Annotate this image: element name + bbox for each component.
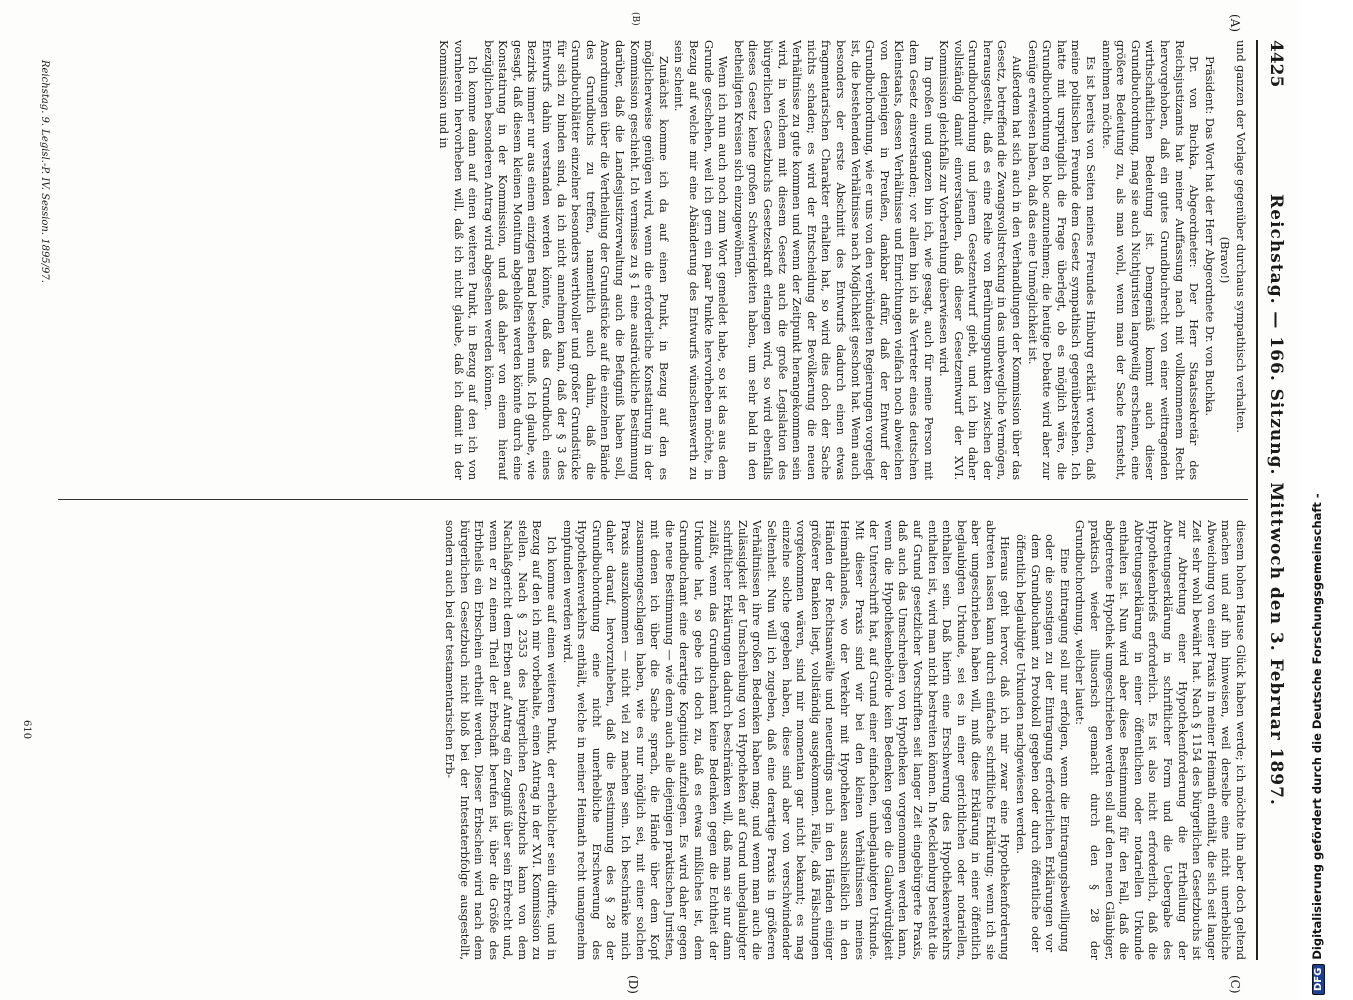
paragraph: Es ist bereits von Seiten meines Freundes Hinburg erklärt worden, daß meine politischen Freunde dem Gesetz sympathisch gegenüberstehen. Ich hatte mit ursprünglich die Frage überlegt, ob es möglich wäre, die Grundbuchordnung en bloc anzunehmen; die heutige Debatte wird aber zur Genüge erwiesen haben, daß das eine Unmöglichkeit ist. — [1025, 40, 1099, 480]
paragraph: Ich komme auf einen weiteren Punkt, der erheblicher sein dürfte, und in Bezug auf den ich mir vorbehalte, einen Antrag in der XVI. Kommission zu stellen. Nach § 2353 des bürgerlichen Gesetzbuchs kann von dem Nachlaßgericht dem Erben auf Antrag ein Zeugniß über sein Erbrecht und, wenn er zu einem Theil der Erbschaft berufen ist, über die Größe des Erbtheils ein Erbschein ertheilt werden. Dieser Erbschein wird nach dem bürgerlichen Gesetzbuch nicht bloß bei der Intestaterbfolge ausgestellt, sondern auch bei der testamentarischen Erb- — [442, 520, 560, 960]
paragraph: Wenn ich nun auch noch zum Wort gemeldet habe, so ist das aus dem Grunde geschehen, weil ich gern ein paar Punkte hervorheben möchte, in Bezug auf welche mir eine Abänderung des Entwurfs wünschenswerth zu sein scheint. — [672, 40, 731, 480]
dfg-logo-icon: DFG — [1312, 964, 1325, 995]
paragraph: Ich komme dann auf einen weiteren Punkt, in Bezug auf den ich von vornherein hervorheben will, daß ich nicht glaube, daß ich damit in der Kommission und in — [436, 40, 481, 480]
margin-mark-c: (C) — [1228, 975, 1242, 994]
footer-signature: 610 — [21, 720, 32, 740]
header-rule — [1256, 40, 1258, 960]
left-column — [58, 40, 1248, 480]
margin-mark-a: (A) — [1228, 14, 1242, 33]
page-number: 4425 — [1266, 40, 1286, 88]
stamp-text: Digitalisierung gefördert durch die Deutsche Forschungsgemeinschaft - — [1310, 493, 1324, 960]
paragraph: Präsident: Das Wort hat der Herr Abgeordnete Dr. von Buchka. — [1202, 56, 1217, 416]
paragraph: Dr. von Buchka, Abgeordneter: Der Herr Staatssekretär des Reichsjustizamts hat meiner Auffassung nach mit vollkommenem Recht hervorgehoben, daß ein gutes Grundbuchrecht von einer weittragenden wirthschaftlichen Bedeutung ist. Demgemäß kommt auch dieser Grundbuchordnung, mag sie auch Nichtjuristen langweilig erscheinen, eine größere Bedeutung zu, als man wohl, wenn man der Sache fernsteht, annehmen möchte. — [1099, 40, 1202, 480]
paragraph: diesem hohen Hause Glück haben werde; ich möchte ihn aber doch geltend machen und auf ihn hinweisen, weil derselbe eine nicht unerhebliche Abweichung von einer Praxis in meiner Heimath enthält, die sich seit langer Zeit sehr wohl bewährt hat. Nach § 1154 des bürgerlichen Gesetzbuchs ist zur Abtretung einer Hypothekenforderung die Ertheilung der Abtretungserklärung in schriftlicher Form und die Uebergabe des Hypothekenbriefs erforderlich. Es ist also nicht erforderlich, daß die Abtretungserklärung in einer öffentlichen oder notariellen Urkunde enthalten ist. Nun wird aber diese Bestimmung für den Fall, daß die abgetretene Hypothek umgeschrieben werden soll auf den neuen Gläubiger, praktisch wieder illusorisch gemacht durch den § 28 der Grundbuchordnung, welcher lautet: — [1073, 520, 1248, 960]
interjection: (Bravo!) — [1218, 236, 1233, 284]
footer-session: Reichstag. 9. Legisl.-P. IV. Session. 1895/97. — [39, 60, 50, 283]
paragraph: Zunächst komme ich da auf einen Punkt, in Bezug auf den es möglicherweise genügen wird, wenn die erforderliche Konstatirung in der Kommission geschieht. Ich vermisse zu § 1 eine ausdrückliche Bestimmung darüber, daß die Landesjustizverwaltung auch die Befugniß haben soll, Anordnungen über die Vertheilung der Grundstücke auf die einzelnen Bände des Grundbuchs zu treffen, namentlich auch dahin, daß die Grundbuchblätter einzelner besonders werthvoller und großer Grundstücke für sich zu binden sind, da ich nicht annehmen kann, daß der § 3 des Entwurfs dahin verstanden werden könnte, daß das Grundbuch eines Bezirks immer nur aus einem einzigen Band bestehen muß. Ich glaube, wie gesagt, daß diesem kleinen Monitum abgeholfen werden könnte durch eine Konstatirung in der Kommission, und daß daher von einem hierauf bezüglichen besonderen Antrag wird abgesehen werden können. — [481, 40, 671, 480]
quoted-statute: Eine Eintragung soll nur erfolgen, wenn die Eintragungsbewilligung oder die sonstigen zu der Eintragung erforderlichen Erklärungen vor dem Grundbuchamt zu Protokoll gegeben oder durch öffentliche oder öffentlich beglaubigte Urkunden nachgewiesen werden. — [1014, 534, 1072, 952]
page-header — [1260, 40, 1286, 960]
paragraph: Außerdem hat sich auch in den Verhandlungen der Kommission über das Gesetz, betreffend die Zwangsvollstreckung in das unbewegliche Vermögen, herausgestellt, daß es eine Reihe von Berührungspunkten zwischen der Grundbuchordnung und jenem Gesetzentwurf giebt, und ich bin daher vollständig damit einverstanden, daß dieser Gesetzentwurf der XVI. Kommission gleichfalls zur Vorberathung überwiesen wird. — [937, 40, 1025, 480]
paragraph: und ganzen der Vorlage gegenüber durchaus sympathisch verhalten. — [1234, 40, 1248, 433]
digitization-stamp — [1300, 0, 1353, 1000]
paragraph: Hieraus geht hervor, daß ich mir zwar eine Hypothekenforderung abtreten lassen kann durch einfache schriftliche Erklärung; wenn ich sie aber umgeschrieben haben will, muß diese Erklärung in einer öffentlich beglaubigten Urkunde, sei es in einer gerichtlichen oder notariellen, enthalten sein. Daß hierin eine Erschwerung des Hypothekenverkehrs enthalten ist, wird man nicht bestreiten können. In Mecklenburg besteht die auf Grund gesetzlicher Vorschriften seit langer Zeit eingebürgerte Praxis, daß auch das Umschreiben von Hypotheken vorgenommen werden kann, wenn die Hypothekenbehörde kein Bedenken gegen die Glaubwürdigkeit der Unterschrift hat, auf Grund einer einfachen, unbeglaubigten Urkunde. Mit dieser Praxis sind wir bei den kleinen Verhältnissen meines Heimathlandes, wo der Verkehr mit Hypotheken ausschließlich in den Händen der Rechtsanwälte und neuerdings auch in den Händen einiger größerer Banken liegt, vollständig ausgekommen. Fälle, daß Fälschungen vorgekommen wären, sind mir momentan gar nicht bekannt; es mag einzelne solche gegeben haben, diese sind aber von verschwindender Seltenheit. Nun will ich zugeben, daß eine derartige Praxis in größeren Verhältnissen ihre großen Bedenken haben mag; und wenn man auch die Zulässigkeit der Umschreibung von Hypotheken auf Grund unbeglaubigter schriftlicher Erklärungen dadurch beschränken will, daß man sie nur dann zuläßt, wenn das Grundbuchamt keine Bedenken gegen die Echtheit der Urkunde hat, so gebe ich doch zu, daß es etwas mißliches ist, dem Grundbuchamt eine derartige Kognition aufzulegen. Es wird daher gegen die neue Bestimmung — wie denn auch alle diejenigen praktischen Juristen, mit denen ich über die Sache sprach, die Hände über dem Kopf zusammengeschlagen haben, wie es nur möglich sei, mit einer solchen Praxis auszukommen — nicht viel zu machen sein. Ich beschränke mich daher darauf, hervorzuheben, daß die Bestimmung des § 28 der Grundbuchordnung eine nicht unerhebliche Erschwerung des Hypothekenverkehrs enthält, welche in meiner Heimath recht unangenehm empfunden werden wird. — [560, 520, 1013, 960]
column-divider — [58, 499, 1248, 500]
paragraph: Im großen und ganzen bin ich, wie gesagt, auch für meine Person mit dem Gesetz einverstanden; vor allem bin ich als Vertreter eines deutschen Kleinstaats, dessen Verhältnisse und Einrichtungen vielfach noch abweichen von denjenigen in Preußen, dankbar dafür, daß der Entwurf der Grundbuchordnung, wie er uns von den verbündeten Regierungen vorgelegt ist, die bestehenden Verhältnisse nach Möglichkeit geschont hat. Wenn auch besonders der erste Abschnitt des Entwurfs dadurch einen etwas fragmentarischen Charakter erhalten hat, so wird dies doch der Sache nichts schaden; es wird der Entscheidung der Bevölkerung die neuen Verhältnisse zu gute kommen und wenn der Zeitpunkt herangekommen sein wird, in welchem mit diesem Gesetz auch die große Legislation des bürgerlichen Gesetzbuchs Gesetzeskraft erlangen wird, so wird ebenfalls dieses Gesetz keine großen Schwierigkeiten haben, um sehr bald in den betheiligten Kreisen sich einzugewöhnen. — [731, 40, 936, 480]
right-column — [58, 520, 1248, 960]
margin-mark-d: (D) — [626, 975, 640, 994]
margin-mark-b: (B) — [630, 12, 640, 26]
running-title: Reichstag. — 166. Sitzung. Mittwoch den 3. Februar 1897. — [1266, 194, 1286, 806]
